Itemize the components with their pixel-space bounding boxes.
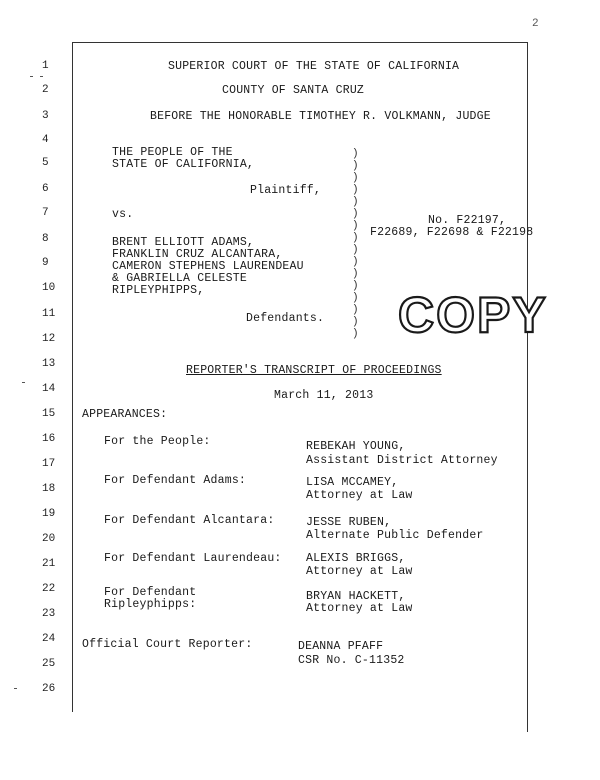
plaintiff-role: Plaintiff, xyxy=(250,184,322,197)
line-number: 20 xyxy=(42,533,56,545)
defendant-line-1: BRENT ELLIOTT ADAMS, xyxy=(112,236,255,249)
line-number: 26 xyxy=(42,683,56,695)
plaintiff-line-1: THE PEOPLE OF THE xyxy=(112,146,233,159)
appearance-title: Attorney at Law xyxy=(306,602,413,615)
frame-right-rule xyxy=(527,42,528,732)
scan-speck xyxy=(30,76,33,77)
appearance-party: For Defendant Adams: xyxy=(104,474,247,487)
appearance-title: Assistant District Attorney xyxy=(306,454,498,467)
line-number: 8 xyxy=(42,233,49,245)
appearance-title: Attorney at Law xyxy=(306,489,413,502)
versus: vs. xyxy=(112,208,134,221)
judge-line: BEFORE THE HONORABLE TIMOTHEY R. VOLKMANN, JUDGE xyxy=(150,110,491,123)
line-number: 15 xyxy=(42,408,56,420)
court-name: SUPERIOR COURT OF THE STATE OF CALIFORNIA xyxy=(168,60,460,73)
defendant-line-5: RIPLEYPHIPPS, xyxy=(112,284,205,297)
scan-speck xyxy=(14,688,17,689)
line-number: 11 xyxy=(42,308,56,320)
appearance-title: Alternate Public Defender xyxy=(306,529,484,542)
caption-bracket: ) ) ) ) ) ) ) ) ) ) ) ) ) ) ) ) xyxy=(352,148,359,340)
reporter-csr: CSR No. C-11352 xyxy=(298,654,405,667)
line-number: 2 xyxy=(42,84,49,96)
appearance-attorney: REBEKAH YOUNG, xyxy=(306,440,406,453)
scan-speck xyxy=(40,76,43,77)
line-number: 24 xyxy=(42,633,56,645)
case-number-line-2: F22689, F22698 & F22198 xyxy=(370,226,534,239)
line-number: 17 xyxy=(42,458,56,470)
line-number: 1 xyxy=(42,60,49,72)
appearance-party: For Defendant Alcantara: xyxy=(104,514,275,527)
reporter-label: Official Court Reporter: xyxy=(82,638,253,651)
appearance-party: For Defendant xyxy=(104,586,197,599)
line-number: 10 xyxy=(42,282,56,294)
case-number-line-1: No. F22197, xyxy=(428,214,507,227)
appearance-attorney: JESSE RUBEN, xyxy=(306,516,392,529)
appearance-attorney: BRYAN HACKETT, xyxy=(306,590,406,603)
line-number: 3 xyxy=(42,110,49,122)
line-number: 16 xyxy=(42,433,56,445)
line-number: 6 xyxy=(42,183,49,195)
line-number: 7 xyxy=(42,207,49,219)
transcript-title: REPORTER'S TRANSCRIPT OF PROCEEDINGS xyxy=(186,364,442,377)
scan-speck xyxy=(22,382,25,383)
appearance-party: For the People: xyxy=(104,435,211,448)
line-number: 12 xyxy=(42,333,56,345)
frame-left-rule xyxy=(72,42,73,712)
hearing-date: March 11, 2013 xyxy=(274,389,374,402)
line-number: 9 xyxy=(42,257,49,269)
line-number: 22 xyxy=(42,583,56,595)
defendant-line-2: FRANKLIN CRUZ ALCANTARA, xyxy=(112,248,283,261)
defendant-role: Defendants. xyxy=(246,312,325,325)
line-number: 18 xyxy=(42,483,56,495)
line-number: 5 xyxy=(42,157,49,169)
appearances-heading: APPEARANCES: xyxy=(82,408,168,421)
corner-mark: 2 xyxy=(532,18,539,30)
frame-top-rule xyxy=(72,42,528,43)
appearance-title: Attorney at Law xyxy=(306,565,413,578)
appearance-attorney: ALEXIS BRIGGS, xyxy=(306,552,406,565)
appearance-attorney: LISA MCCAMEY, xyxy=(306,476,399,489)
appearance-party-cont: Ripleyphipps: xyxy=(104,598,197,611)
line-number: 21 xyxy=(42,558,56,570)
reporter-name: DEANNA PFAFF xyxy=(298,640,384,653)
line-number: 25 xyxy=(42,658,56,670)
copy-stamp: COPY xyxy=(398,287,548,343)
line-number: 13 xyxy=(42,358,56,370)
line-number: 19 xyxy=(42,508,56,520)
county-name: COUNTY OF SANTA CRUZ xyxy=(222,84,365,97)
appearance-party: For Defendant Laurendeau: xyxy=(104,552,282,565)
line-number: 14 xyxy=(42,383,56,395)
line-number: 4 xyxy=(42,134,49,146)
plaintiff-line-2: STATE OF CALIFORNIA, xyxy=(112,158,255,171)
defendant-line-4: & GABRIELLA CELESTE xyxy=(112,272,247,285)
defendant-line-3: CAMERON STEPHENS LAURENDEAU xyxy=(112,260,304,273)
line-number: 23 xyxy=(42,608,56,620)
